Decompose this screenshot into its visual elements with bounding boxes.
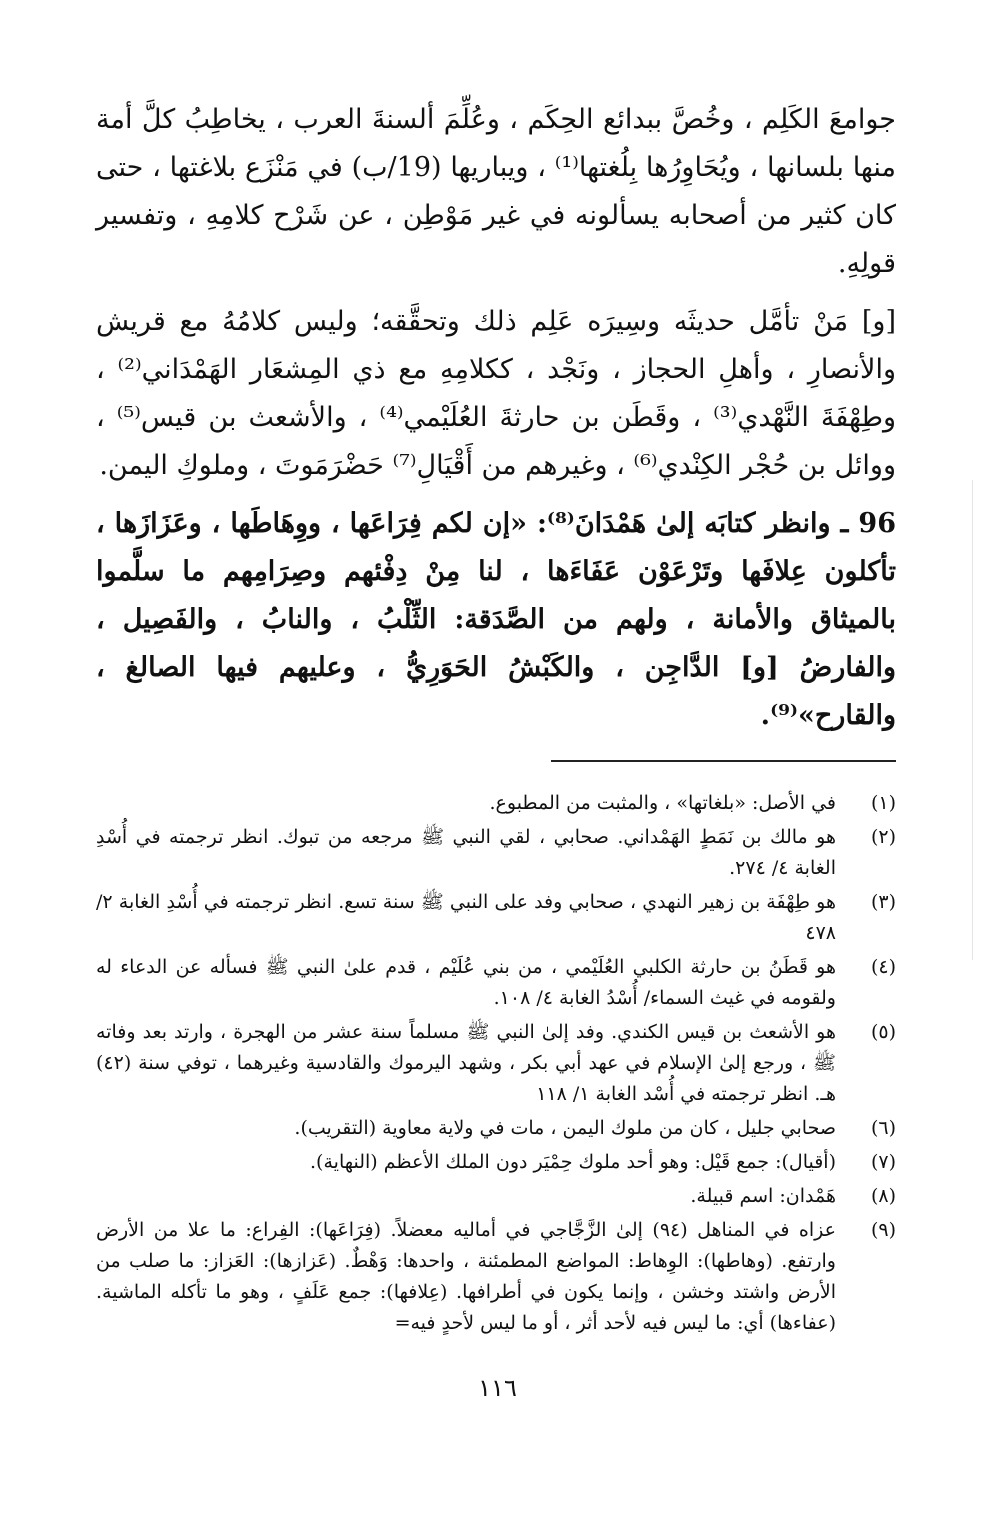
footnote-number: (٣) <box>870 891 896 913</box>
footnote-text: عزاه في المناهل (٩٤) إلىٰ الزَّجَّاجي في أماليه معضلاً. (فِرَاعَها): الفِراع: ما علا من الأرض وارتفع. (وهاطها): الوِهاط: المواضع المطمئنة ، واحدها: وَهْطٌ. (عَزازها): العَزاز: ما صلب من الأرض واشتد وخشن ، وإنما يكون في أطرافها. (عِلافها): جمع عَلَفٍ ، وهو ما تأكله الماشية. (عفاءها) أي: ما ليس فيه لأحد أثر ، أو ما ليس لأحدٍ فيه= <box>96 1219 836 1334</box>
footnote-text: هو مالك بن نَمَطٍ الهَمْداني. صحابي ، لقي النبي ﷺ مرجعه من تبوك. انظر ترجمته في أُسْدِ الغابة ٤/ ٢٧٤. <box>96 826 836 879</box>
body-paragraph-1: جوامعَ الكَلِم ، وخُصَّ ببدائع الحِكَم ، وعُلِّمَ ألسنةَ العرب ، يخاطِبُ كلَّ أمة منها بلسانها ، ويُحَاوِرُها بِلُغتها⁽¹⁾ ، ويباريها (19/ب) في مَنْزَع بلاغتها ، حتى كان كثير من أصحابه يسألونه في غير مَوْطِن ، عن شَرْح كلامِهِ ، وتفسير قولِهِ. <box>96 104 896 279</box>
body-paragraph-3-hadith: 96 ـ وانظر كتابَه إلىٰ هَمْدَانَ⁽⁸⁾: «إن لكم فِرَاعَها ، ووِهَاطَها ، وعَزَازَها ، تأكلون عِلافَها وتَرْعَوْن عَفَاءَها ، لنا مِنْ دِفْئهم وصِرَامِهم ما سلَّموا بالميثاق والأمانة ، ولهم من الصَّدَقة: الثِّلْبُ ، والنابُ ، والفَصِيل ، والفارضُ [و] الدَّاجِن ، والكَبْشُ الحَوَرِيُّ ، وعليهم فيها الصالغ ، والقارح»⁽⁹⁾. <box>96 508 896 731</box>
page-number: ١١٦ <box>478 1374 517 1402</box>
footnote-7 <box>96 1147 896 1178</box>
footnote-8 <box>96 1181 896 1212</box>
body-paragraph-2: [و] مَنْ تأمَّل حديثَه وسِيرَه عَلِم ذلك وتحقَّقه؛ وليس كلامُهُ مع قريش والأنصارِ ، وأهلِ الحجاز ، ونَجْد ، ككلامِهِ مع ذي المِشعَار الهَمْدَاني⁽²⁾ ، وطِهْفَةَ النَّهْدي⁽³⁾ ، وقَطَن بن حارثةَ العُلَيْمي⁽⁴⁾ ، والأشعث بن قيس⁽⁵⁾ ، ووائل بن حُجْر الكِنْدي⁽⁶⁾ ، وغيرهم من أَقْيَالِ⁽⁷⁾ حَضْرَمَوتَ ، وملوكِ اليمن. <box>96 306 896 481</box>
footnote-number: (١) <box>870 792 896 814</box>
margin-line <box>972 480 973 960</box>
footnote-number: (٨) <box>870 1185 896 1207</box>
footnote-text: هو قَطَنُ بن حارثة الكلبي العُلَيْمي ، من بني عُلَيْم ، قدم علىٰ النبي ﷺ فسأله عن الدعاء له ولقومه في غيث السماء/ أُسْدُ الغابة ٤/ ١٠٨. <box>96 956 836 1009</box>
footnote-4 <box>96 952 896 1014</box>
footnote-text: في الأصل: «بلغاتها» ، والمثبت من المطبوع. <box>489 792 836 814</box>
footnote-divider <box>551 760 896 762</box>
footnote-2 <box>96 822 896 884</box>
footnote-text: هَمْدان: اسم قبيلة. <box>690 1185 836 1207</box>
footnote-5 <box>96 1017 896 1110</box>
footnote-3 <box>96 887 896 949</box>
footnote-number: (٧) <box>870 1151 896 1173</box>
page-content <box>96 96 896 1342</box>
footnote-number: (٩) <box>870 1219 896 1241</box>
footnotes <box>96 788 896 1339</box>
footnote-number: (٦) <box>870 1117 896 1139</box>
footnote-number: (٥) <box>870 1021 896 1043</box>
footnote-text: هو الأشعث بن قيس الكندي. وفد إلىٰ النبي ﷺ مسلماً سنة عشر من الهجرة ، وارتد بعد وفاته ﷺ ، ورجع إلىٰ الإسلام في عهد أبي بكر ، وشهد اليرموك والقادسية وغيرهما ، توفي سنة (٤٢) هـ. انظر ترجمته في أُسْد الغابة ١/ ١١٨ <box>96 1021 836 1105</box>
footnote-1 <box>96 788 896 819</box>
footnote-number: (٤) <box>870 956 896 978</box>
footnote-9 <box>96 1215 896 1339</box>
footnote-text: صحابي جليل ، كان من ملوك اليمن ، مات في ولاية معاوية (التقريب). <box>294 1117 836 1139</box>
footnote-text: (أقيال): جمع قَيْل: وهو أحد ملوك حِمْيَر دون الملك الأعظم (النهاية). <box>310 1151 836 1173</box>
footnote-6 <box>96 1113 896 1144</box>
footnote-text: هو طِهْفَة بن زهير النهدي ، صحابي وفد على النبي ﷺ سنة تسع. انظر ترجمته في أُسْدِ الغابة ٢/ ٤٧٨ <box>96 891 836 944</box>
footnote-number: (٢) <box>870 826 896 848</box>
